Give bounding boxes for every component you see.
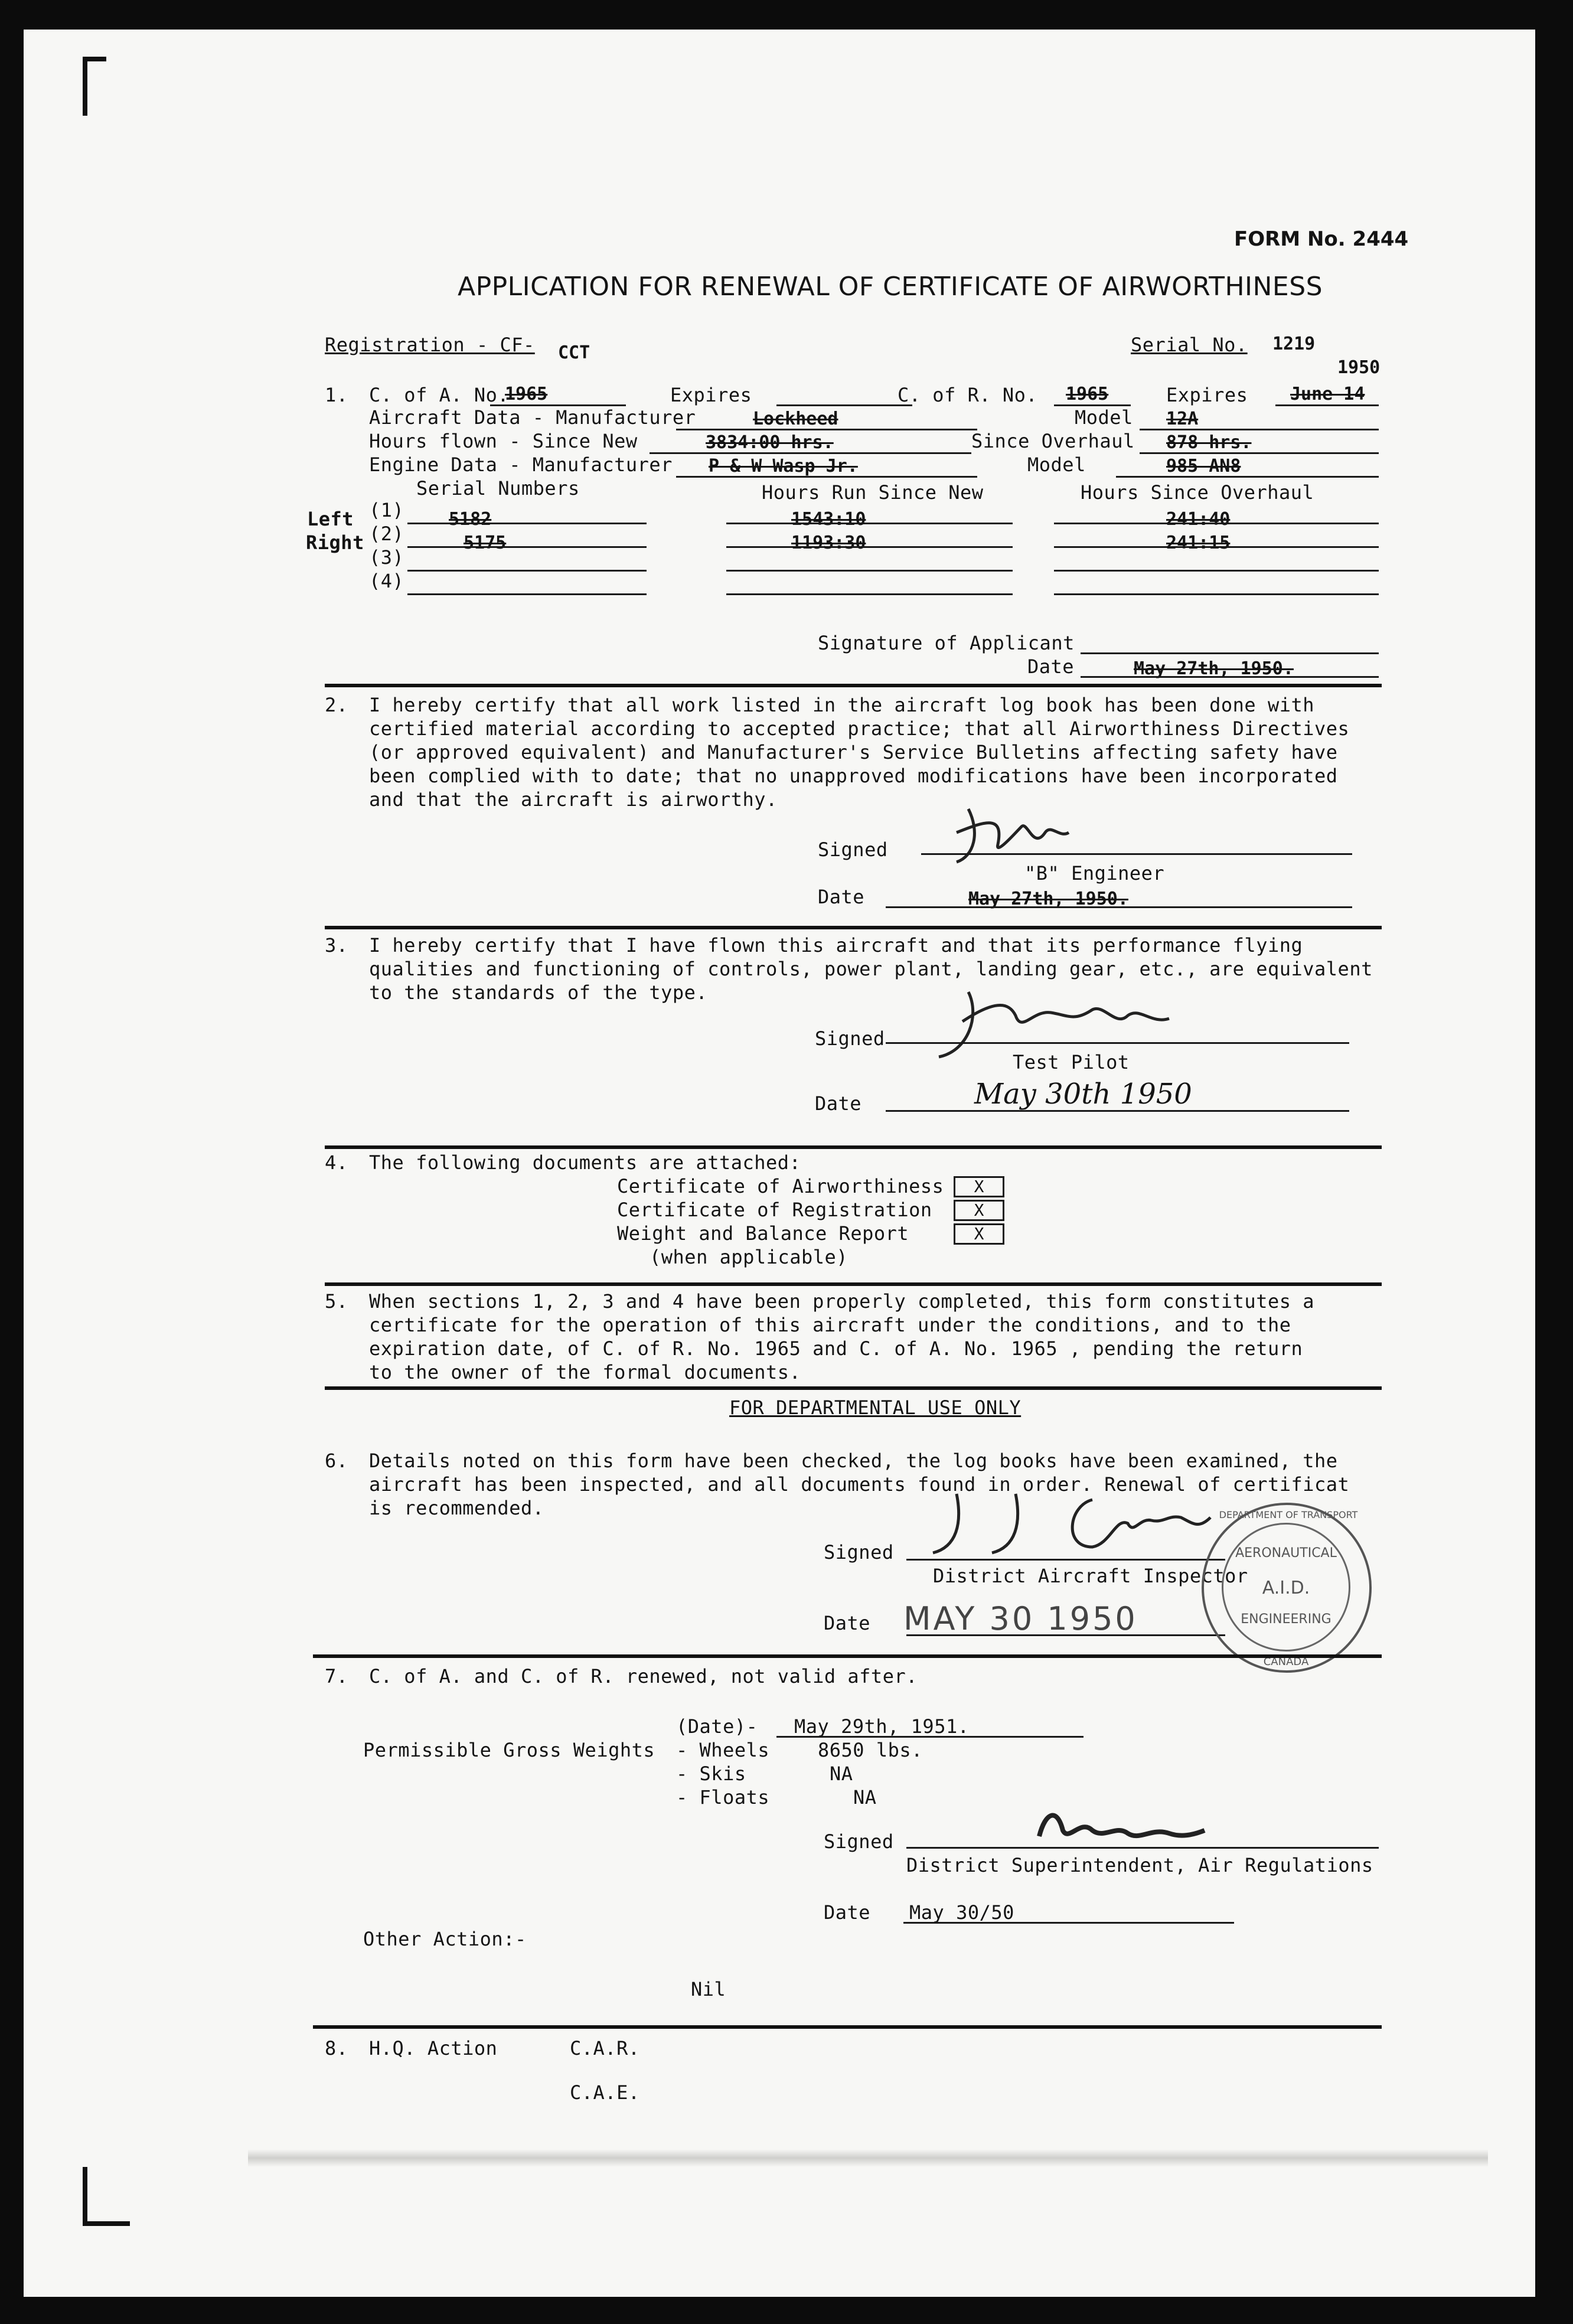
corner-mark-top-h bbox=[83, 57, 106, 61]
engine-mfr-label: Engine Data - Manufacturer bbox=[369, 453, 673, 476]
stamp-line: AERONAUTICAL bbox=[1235, 1546, 1337, 1561]
weight-value: NA bbox=[830, 1762, 853, 1785]
departmental-heading: FOR DEPARTMENTAL USE ONLY bbox=[729, 1396, 1022, 1419]
section3-date-line bbox=[886, 1110, 1349, 1112]
section2-date-value: May 27th, 1950. bbox=[968, 889, 1128, 909]
doc-label: Weight and Balance Report bbox=[617, 1222, 909, 1245]
form-page bbox=[24, 30, 1535, 2297]
other-action-label: Other Action:- bbox=[363, 1928, 527, 1950]
corner-mark-top bbox=[83, 57, 87, 116]
stamp-text bbox=[1219, 1509, 1358, 1668]
row-hours-new-line bbox=[726, 570, 1013, 572]
registration-value: CCT bbox=[558, 342, 590, 363]
section7-date2-line bbox=[903, 1922, 1234, 1924]
row-hours-overhaul-line bbox=[1054, 523, 1379, 524]
row-hours-new: 1543:10 bbox=[791, 509, 866, 530]
model-label: Model bbox=[1075, 406, 1133, 429]
section2-line: and that the aircraft is airworthy. bbox=[369, 788, 778, 811]
expires-line bbox=[776, 404, 912, 406]
section2-line: (or approved equivalent) and Manufacturer's Service Bulletins affecting safety have bbox=[369, 741, 1338, 763]
aircraft-mfr-value: Lockheed bbox=[753, 409, 838, 429]
weight-label: - Wheels bbox=[676, 1739, 770, 1761]
section1-number: 1. bbox=[325, 384, 348, 406]
section2-line: been complied with to date; that no unapproved modifications have been incorporated bbox=[369, 765, 1338, 787]
row-hours-overhaul: 241:40 bbox=[1166, 509, 1231, 530]
ca-label: C. of A. No. bbox=[369, 384, 510, 406]
serial-label: Serial No. bbox=[1131, 334, 1248, 356]
section7-number: 7. bbox=[325, 1665, 348, 1687]
row-hours-overhaul-line bbox=[1054, 546, 1379, 548]
expires2-value: June 14 bbox=[1290, 384, 1365, 404]
col-hours-new: Hours Run Since New bbox=[762, 481, 984, 504]
weight-value: 8650 lbs. bbox=[818, 1739, 923, 1761]
section3-line: qualities and functioning of controls, power plant, landing gear, etc., are equivalent bbox=[369, 958, 1373, 980]
inspector-signature bbox=[915, 1482, 1246, 1565]
section2-date-label: Date bbox=[818, 886, 865, 908]
doc-label: Certificate of Registration bbox=[617, 1199, 932, 1221]
engine-model-value: 985 AN8 bbox=[1166, 456, 1241, 476]
registration-label: Registration - CF- bbox=[325, 334, 535, 356]
section5-number: 5. bbox=[325, 1290, 348, 1313]
engine-model-label: Model bbox=[1027, 453, 1086, 476]
model-value: 12A bbox=[1166, 409, 1199, 429]
section3-number: 3. bbox=[325, 934, 348, 957]
car-2: C.A.E. bbox=[570, 2081, 640, 2104]
section3-date-label: Date bbox=[815, 1092, 862, 1115]
section3-signed-label: Signed bbox=[815, 1027, 885, 1050]
signature-applicant-line bbox=[1081, 652, 1379, 654]
section7-signed-line bbox=[906, 1847, 1379, 1849]
section6-signed-line bbox=[906, 1559, 1225, 1561]
ca-value: 1965 bbox=[505, 384, 548, 404]
section-divider bbox=[325, 684, 1382, 687]
section7-intro: C. of A. and C. of R. renewed, not valid after. bbox=[369, 1665, 918, 1687]
section7-date2-value: May 30/50 bbox=[909, 1901, 1014, 1924]
transport-stamp bbox=[1202, 1503, 1372, 1673]
signature-applicant-label: Signature of Applicant bbox=[818, 632, 1075, 654]
row-serial: 5175 bbox=[464, 533, 507, 553]
weight-label: - Floats bbox=[676, 1786, 770, 1809]
cr-value: 1965 bbox=[1066, 384, 1109, 404]
section-divider bbox=[325, 926, 1382, 929]
superintendent-signature bbox=[1027, 1801, 1216, 1854]
expires2-label: Expires bbox=[1166, 384, 1248, 406]
row-number: (1) bbox=[369, 499, 404, 521]
expires-label: Expires bbox=[670, 384, 752, 406]
engineer-signature bbox=[933, 797, 1181, 868]
section3-signed-line bbox=[886, 1042, 1349, 1044]
applicant-date-line bbox=[1081, 676, 1379, 678]
hours-flown-line bbox=[650, 452, 971, 454]
section6-date-stamp: MAY 30 1950 bbox=[903, 1600, 1138, 1637]
hours-flown-value: 3834:00 hrs. bbox=[706, 432, 834, 453]
row-number: (3) bbox=[369, 546, 404, 569]
section3-role: Test Pilot bbox=[1013, 1051, 1130, 1073]
section-divider bbox=[325, 1386, 1382, 1390]
section5-line: expiration date, of C. of R. No. 1965 and C. of A. No. 1965 , pending the return bbox=[369, 1337, 1303, 1360]
left-engine-label: Left bbox=[307, 508, 354, 530]
since-overhaul-line bbox=[1140, 452, 1379, 454]
row-hours-overhaul-line bbox=[1054, 570, 1379, 572]
section7-date-value: May 29th, 1951. bbox=[794, 1715, 970, 1738]
section-divider bbox=[313, 2025, 1382, 2029]
applicant-date-value: May 27th, 1950. bbox=[1134, 658, 1294, 679]
doc-checkbox[interactable]: X bbox=[954, 1176, 1004, 1197]
section2-signed-line bbox=[921, 853, 1352, 855]
doc-checkbox[interactable]: X bbox=[954, 1223, 1004, 1245]
section-divider bbox=[313, 1654, 1382, 1658]
section4-intro: The following documents are attached: bbox=[369, 1151, 801, 1174]
section7-role: District Superintendent, Air Regulations bbox=[906, 1854, 1373, 1876]
section7-date-line bbox=[776, 1736, 1084, 1738]
row-serial-line bbox=[407, 523, 647, 524]
row-hours-new-line bbox=[726, 593, 1013, 595]
weight-value: NA bbox=[853, 1786, 877, 1809]
section-divider bbox=[325, 1145, 1382, 1149]
doc-checkbox[interactable]: X bbox=[954, 1200, 1004, 1221]
section6-date-line bbox=[906, 1634, 1225, 1636]
section7-signed-label: Signed bbox=[824, 1830, 894, 1853]
row-serial: 5182 bbox=[449, 509, 492, 530]
section5-line: When sections 1, 2, 3 and 4 have been properly completed, this form constitutes a bbox=[369, 1290, 1315, 1313]
section6-number: 6. bbox=[325, 1450, 348, 1472]
section3-date-value: May 30th 1950 bbox=[974, 1078, 1192, 1111]
applicant-date-label: Date bbox=[1027, 655, 1075, 678]
doc-label: Certificate of Airworthiness bbox=[617, 1175, 944, 1197]
weight-label: - Skis bbox=[676, 1762, 746, 1785]
section3-line: to the standards of the type. bbox=[369, 981, 708, 1004]
row-hours-new: 1193:30 bbox=[791, 533, 866, 553]
page-edge-shadow bbox=[248, 2149, 1488, 2167]
since-overhaul-value: 878 hrs. bbox=[1166, 432, 1252, 453]
engine-model-line bbox=[1116, 476, 1379, 478]
model-line bbox=[1140, 429, 1379, 430]
section2-role: "B" Engineer bbox=[1024, 862, 1165, 884]
section3-line: I hereby certify that I have flown this aircraft and that its performance flying bbox=[369, 934, 1303, 957]
section7-date2-label: Date bbox=[824, 1901, 871, 1924]
stamp-line: CANADA bbox=[1263, 1656, 1309, 1668]
gross-weights-label: Permissible Gross Weights bbox=[363, 1739, 655, 1761]
row-serial-line bbox=[407, 546, 647, 548]
since-overhaul-label: Since Overhaul bbox=[971, 430, 1135, 452]
col-hours-overhaul: Hours Since Overhaul bbox=[1081, 481, 1314, 504]
form-number: FORM No. 2444 bbox=[1234, 227, 1409, 251]
row-hours-new-line bbox=[726, 523, 1013, 524]
row-number: (4) bbox=[369, 570, 404, 592]
row-hours-overhaul-line bbox=[1054, 593, 1379, 595]
section-divider bbox=[325, 1282, 1382, 1286]
hq-action-label: H.Q. Action bbox=[369, 2037, 498, 2059]
section6-signed-label: Signed bbox=[824, 1541, 894, 1564]
section2-line: certified material according to accepted practice; that all Airworthiness Directives bbox=[369, 717, 1350, 740]
stamp-line: A.I.D. bbox=[1262, 1578, 1310, 1598]
row-hours-new-line bbox=[726, 546, 1013, 548]
section2-number: 2. bbox=[325, 694, 348, 716]
serial-value: 1219 bbox=[1272, 334, 1316, 354]
col-serial-numbers: Serial Numbers bbox=[416, 477, 580, 500]
corner-mark-bottom-h bbox=[83, 2221, 130, 2226]
section4-note: (when applicable) bbox=[650, 1246, 848, 1268]
section2-line: I hereby certify that all work listed in the aircraft log book has been done with bbox=[369, 694, 1315, 716]
section6-line: is recommended. bbox=[369, 1497, 544, 1519]
engine-mfr-line bbox=[676, 476, 977, 478]
section5-line: certificate for the operation of this aircraft under the conditions, and to the bbox=[369, 1314, 1291, 1336]
cr-label: C. of R. No. bbox=[898, 384, 1038, 406]
section6-line: Details noted on this form have been checked, the log books have been examined, the bbox=[369, 1450, 1338, 1472]
section7-date-label: (Date)- bbox=[676, 1715, 758, 1738]
section6-line: aircraft has been inspected, and all documents found in order. Renewal of certificat bbox=[369, 1473, 1350, 1496]
section6-role: District Aircraft Inspector bbox=[933, 1565, 1248, 1587]
stamp-line: ENGINEERING bbox=[1241, 1612, 1331, 1627]
expires-year: 1950 bbox=[1337, 357, 1381, 378]
section2-signed-label: Signed bbox=[818, 838, 888, 861]
row-hours-overhaul: 241:15 bbox=[1166, 533, 1231, 553]
section5-line: to the owner of the formal documents. bbox=[369, 1361, 801, 1383]
section2-date-line bbox=[886, 906, 1352, 908]
row-serial-line bbox=[407, 593, 647, 595]
stamp-line: DEPARTMENT OF TRANSPORT bbox=[1219, 1509, 1358, 1520]
hours-flown-label: Hours flown - Since New bbox=[369, 430, 638, 452]
aircraft-mfr-line bbox=[676, 429, 977, 430]
car-1: C.A.R. bbox=[570, 2037, 640, 2059]
corner-mark-bottom bbox=[83, 2167, 87, 2226]
right-engine-label: Right bbox=[306, 531, 364, 554]
expires2-line bbox=[1275, 404, 1379, 406]
aircraft-mfr-label: Aircraft Data - Manufacturer bbox=[369, 406, 696, 429]
section8-number: 8. bbox=[325, 2037, 348, 2059]
engine-mfr-value: P & W Wasp Jr. bbox=[709, 456, 858, 476]
row-number: (2) bbox=[369, 523, 404, 545]
section6-date-label: Date bbox=[824, 1612, 871, 1634]
section4-number: 4. bbox=[325, 1151, 348, 1174]
other-action-value: Nil bbox=[691, 1978, 726, 2000]
row-serial-line bbox=[407, 570, 647, 572]
form-title: APPLICATION FOR RENEWAL OF CERTIFICATE OF AIRWORTHINESS bbox=[458, 272, 1323, 302]
